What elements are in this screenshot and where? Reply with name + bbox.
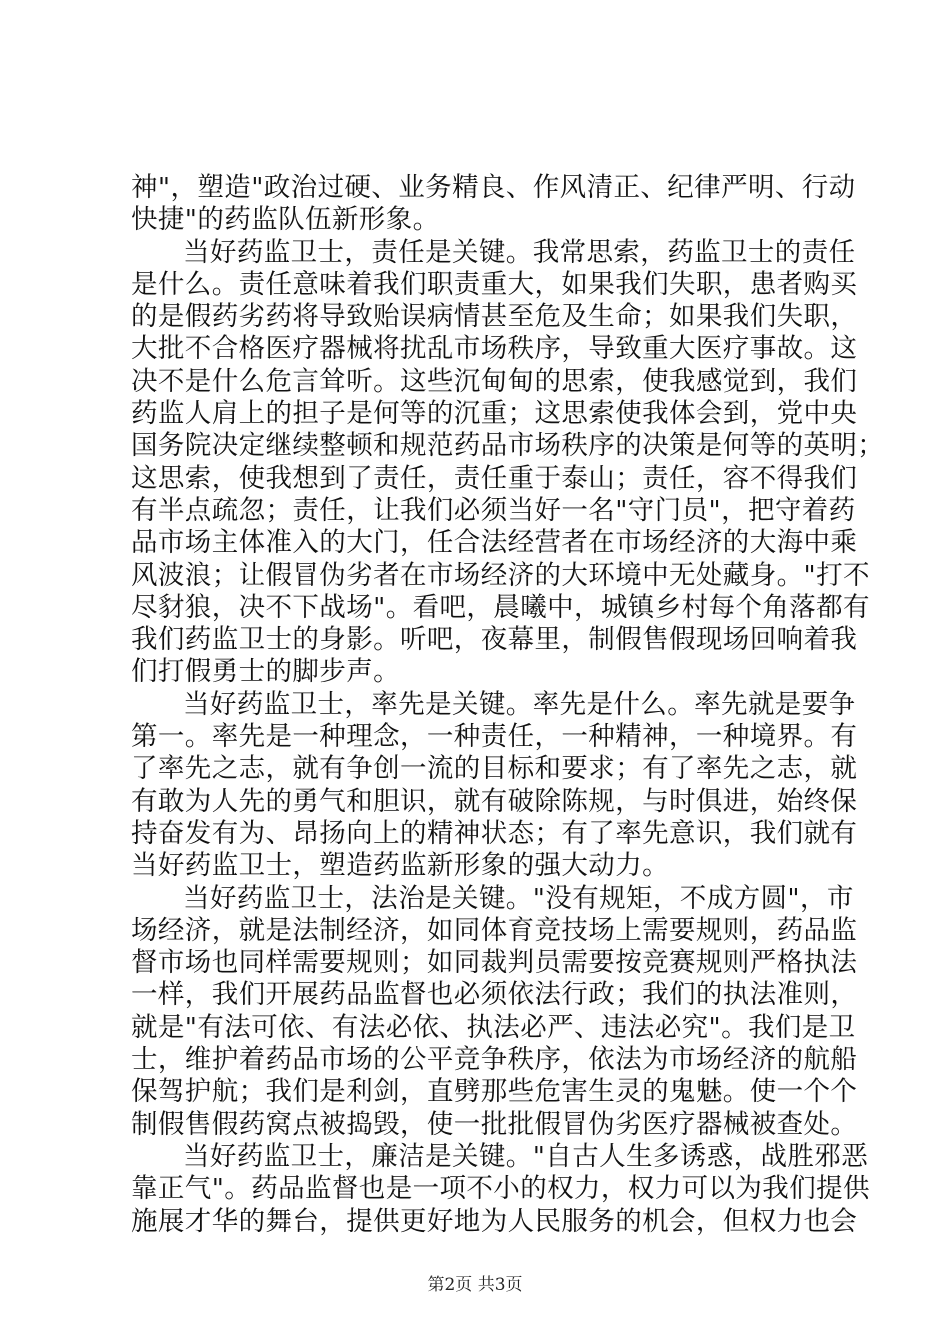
page-footer: 第2页 共3页 — [427, 1275, 523, 1295]
text-line: 施展才华的舞台，提供更好地为人民服务的机会，但权力也会 — [131, 1205, 858, 1237]
text-line: 场经济，就是法制经济，如同体育竞技场上需要规则，药品监 — [131, 914, 858, 946]
text-line: 当好药监卫士，法治是关键。"没有规矩，不成方圆"，市 — [183, 882, 854, 914]
text-line: 当好药监卫士，责任是关键。我常思索，药监卫士的责任 — [183, 236, 856, 268]
paragraph — [131, 172, 856, 237]
text-line: 决不是什么危言耸听。这些沉甸甸的思索，使我感觉到，我们 — [131, 365, 858, 397]
text-line: 尽豺狼，决不下战场"。看吧，晨曦中，城镇乡村每个角落都有 — [131, 591, 870, 623]
text-line: 当好药监卫士，廉洁是关键。"自古人生多诱惑，战胜邪恶 — [183, 1140, 869, 1172]
text-line: 大批不合格医疗器械将扰乱市场秩序，导致重大医疗事故。这 — [131, 333, 858, 365]
text-line: 当好药监卫士，率先是关键。率先是什么。率先就是要争 — [183, 688, 856, 720]
text-line: 第一。率先是一种理念，一种责任，一种精神，一种境界。有 — [131, 721, 858, 753]
text-line: 有敢为人先的勇气和胆识，就有破除陈规，与时俱进，始终保 — [131, 785, 858, 817]
text-line: 有半点疏忽；责任，让我们必须当好一名"守门员"，把守着药 — [131, 494, 856, 526]
text-line: 神"，塑造"政治过硬、业务精良、作风清正、纪律严明、行动 — [131, 172, 856, 203]
text-line: 药监人肩上的担子是何等的沉重；这思索使我体会到，党中央 — [131, 398, 858, 430]
paragraph — [131, 688, 858, 883]
text-line: 靠正气"。药品监督也是一项不小的权力，权力可以为我们提供 — [131, 1173, 870, 1205]
text-line: 制假售假药窝点被捣毁，使一批批假冒伪劣医疗器械被查处。 — [131, 1108, 858, 1140]
text-line: 品市场主体准入的大门，任合法经营者在市场经济的大海中乘 — [131, 527, 858, 559]
paragraph — [131, 236, 885, 689]
document-body — [131, 172, 885, 1238]
text-line: 的是假药劣药将导致贻误病情甚至危及生命；如果我们失职， — [131, 301, 858, 333]
text-line: 了率先之志，就有争创一流的目标和要求；有了率先之志，就 — [131, 753, 858, 785]
text-line: 当好药监卫士，塑造药监新形象的强大动力。 — [131, 850, 669, 882]
text-line: 是什么。责任意味着我们职责重大，如果我们失职，患者购买 — [131, 268, 858, 300]
text-line: 一样，我们开展药品监督也必须依法行政；我们的执法准则， — [131, 979, 858, 1011]
text-line: 督市场也同样需要规则；如同裁判员需要按竞赛规则严格执法 — [131, 947, 858, 979]
text-line: 保驾护航；我们是利剑，直劈那些危害生灵的鬼魅。使一个个 — [131, 1076, 858, 1108]
text-line: 快捷"的药监队伍新形象。 — [131, 204, 440, 236]
text-line: 这思索，使我想到了责任，责任重于泰山；责任，容不得我们 — [131, 462, 858, 494]
paragraph — [131, 882, 858, 1141]
text-line: 们打假勇士的脚步声。 — [131, 656, 400, 688]
text-line: 持奋发有为、昂扬向上的精神状态；有了率先意识，我们就有 — [131, 817, 858, 849]
text-line: 风波浪；让假冒伪劣者在市场经济的大环境中无处藏身。"打不 — [131, 559, 870, 591]
text-line: 士，维护着药品市场的公平竞争秩序，依法为市场经济的航船 — [131, 1044, 858, 1076]
text-line: 我们药监卫士的身影。听吧，夜幕里，制假售假现场回响着我 — [131, 624, 858, 656]
paragraph — [131, 1140, 870, 1238]
text-line: 就是"有法可依、有法必依、执法必严、违法必究"。我们是卫 — [131, 1011, 856, 1043]
text-line: 国务院决定继续整顿和规范药品市场秩序的决策是何等的英明； — [131, 430, 885, 462]
